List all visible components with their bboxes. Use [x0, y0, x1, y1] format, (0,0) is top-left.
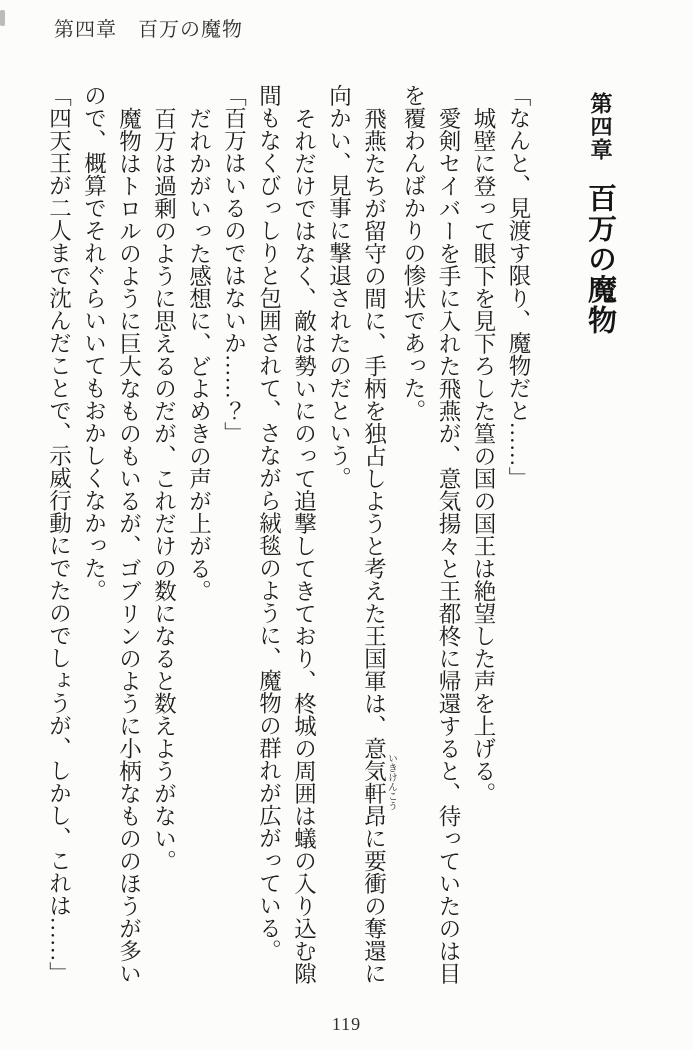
chapter-heading — [583, 92, 617, 336]
ruby-annotated-word: 意気軒昂 いきけんこう — [361, 736, 396, 827]
text-line: 飛燕たちが留守の間に、手柄を独占しようと考えた王国軍は、意気軒昂 いきけんこうに要衝の奪還に — [361, 106, 396, 984]
text-line: 百万は過剰のように思えるのだが、これだけの数になると数えようがない。 — [151, 106, 177, 872]
chapter-number-label: 第四章 — [588, 92, 613, 161]
text-line: 愛剣セイバーを手に入れた飛燕が、意気揚々と王都柊に帰還すると、待っていたのは目 — [436, 106, 461, 984]
text-line: それだけではなく、敵は勢いにのって追撃してきており、柊城の周囲は蟻の入り込む隙 — [291, 106, 317, 984]
scan-artifact — [0, 10, 5, 26]
text-line: 間もなくびっしりと包囲されて、さながら絨毯のように、魔物の群れが広がっている。 — [256, 84, 282, 962]
text-line: 「百万はいるのではないか……？」 — [221, 84, 247, 444]
body-text — [42, 84, 536, 985]
page-number: 119 — [331, 1014, 362, 1034]
text-line: ので、概算でそれぐらいいてもおかしくなかった。 — [81, 84, 107, 602]
text-line: 「四天王が二人まで沈んだことで、示威行動にでたのでしょうが、しかし、これは……」 — [46, 84, 72, 984]
running-header: 第四章 百万の魔物 — [54, 19, 243, 41]
text-line: だれかがいった感想に、どよめきの声が上がる。 — [186, 106, 212, 602]
text-line: 城壁に登って眼下を見下ろした篁の国の国王は絶望した声を上げる。 — [471, 106, 496, 804]
text-line: を覆わんばかりの惨状であった。 — [401, 84, 426, 422]
text-line: 魔物はトロルのように巨大なものもいるが、ゴブリンのように小柄なもののほうが多い — [116, 106, 142, 984]
text-line: 「なんと、見渡す限り、魔物だと……」 — [506, 84, 531, 489]
title-gap — [600, 161, 601, 183]
chapter-title: 百万の魔物 — [584, 183, 616, 336]
text-line: 向かい、見事に撃退されたのだという。 — [326, 84, 352, 489]
